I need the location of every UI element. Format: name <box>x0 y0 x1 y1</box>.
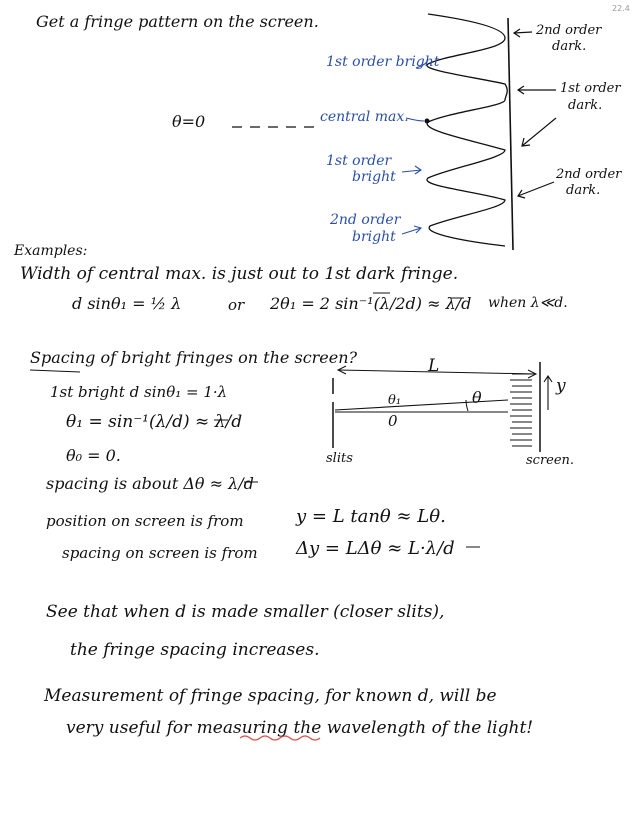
label-theta1: θ₁ <box>388 393 402 408</box>
first-bright-eq: 1st bright d sinθ₁ = 1·λ <box>50 383 228 401</box>
width-eq-or: or <box>228 296 245 314</box>
position-line-eq: y = L tanθ ≈ Lθ. <box>296 506 446 527</box>
label-1st-order-bright-bottom-line1: 1st order <box>326 153 392 169</box>
slit-screen-diagram <box>333 362 552 452</box>
screen-fringes <box>510 374 532 446</box>
label-1st-order-bright-top: 1st order bright <box>326 54 440 70</box>
examples-heading: Examples: <box>14 243 88 259</box>
label-1st-order-dark-line2: dark. <box>568 98 603 113</box>
closer-slits-line2: the fringe spacing increases. <box>70 640 320 660</box>
label-2nd-order-bright-line1: 2nd order <box>330 212 401 228</box>
label-L: L <box>428 356 440 376</box>
measure-line2: very useful for measuring the wavelength of the light! <box>66 718 534 738</box>
arrow-1st-dark-lower <box>522 118 556 146</box>
closer-slits-line1: See that when d is made smaller (closer slits), <box>46 602 445 622</box>
width-eq-left: d sinθ₁ = ½ λ <box>72 294 182 313</box>
label-zero: 0 <box>388 412 398 430</box>
page-number: 22.4 <box>612 4 630 13</box>
spacing-heading: Spacing of bright fringes on the screen? <box>30 348 358 367</box>
spacing-line-label: spacing on screen is from <box>62 544 258 562</box>
screen-line <box>508 18 513 250</box>
central-max-dot <box>425 119 430 124</box>
label-2nd-order-dark-top-line1: 2nd order <box>536 23 602 38</box>
label-screen: screen. <box>526 453 575 468</box>
label-slits: slits <box>326 451 353 466</box>
spacing-about: spacing is about Δθ ≈ λ/d <box>46 474 254 493</box>
theta0-eq: θ₀ = 0. <box>66 446 121 465</box>
intro-text: Get a fringe pattern on the screen. <box>36 12 319 31</box>
arrow-2nd-dark-bottom <box>518 182 554 196</box>
label-1st-order-dark-line1: 1st order <box>560 81 621 96</box>
theta-arc <box>466 400 468 411</box>
intensity-curve <box>427 14 507 246</box>
label-2nd-order-bright-line2: bright <box>352 229 396 245</box>
width-eq-condition: when λ≪d. <box>488 295 568 311</box>
label-2nd-order-dark-bottom-line2: dark. <box>566 183 601 198</box>
theta1-eq: θ₁ = sin⁻¹(λ/d) ≈ λ/d <box>66 412 243 432</box>
label-central-max: central max. <box>320 109 409 125</box>
label-theta: θ <box>472 388 482 407</box>
label-theta-zero: θ=0 <box>172 112 206 131</box>
position-line-label: position on screen is from <box>46 512 244 530</box>
width-line: Width of central max. is just out to 1st dark fringe. <box>20 264 459 284</box>
measure-line1: Measurement of fringe spacing, for known d, will be <box>44 686 497 706</box>
ray-upper <box>335 400 508 410</box>
label-2nd-order-dark-bottom-line1: 2nd order <box>556 167 622 182</box>
label-y: y <box>556 376 566 396</box>
width-eq-right: 2θ₁ = 2 sin⁻¹(λ/2d) ≈ λ/d <box>270 294 472 313</box>
spacing-line-eq: Δy = LΔθ ≈ L·λ/d <box>296 538 455 559</box>
arrow-2nd-dark-top <box>514 32 532 33</box>
label-1st-order-bright-bottom-line2: bright <box>352 169 396 185</box>
spacing-underline <box>30 370 80 372</box>
label-2nd-order-dark-top-line2: dark. <box>552 39 587 54</box>
